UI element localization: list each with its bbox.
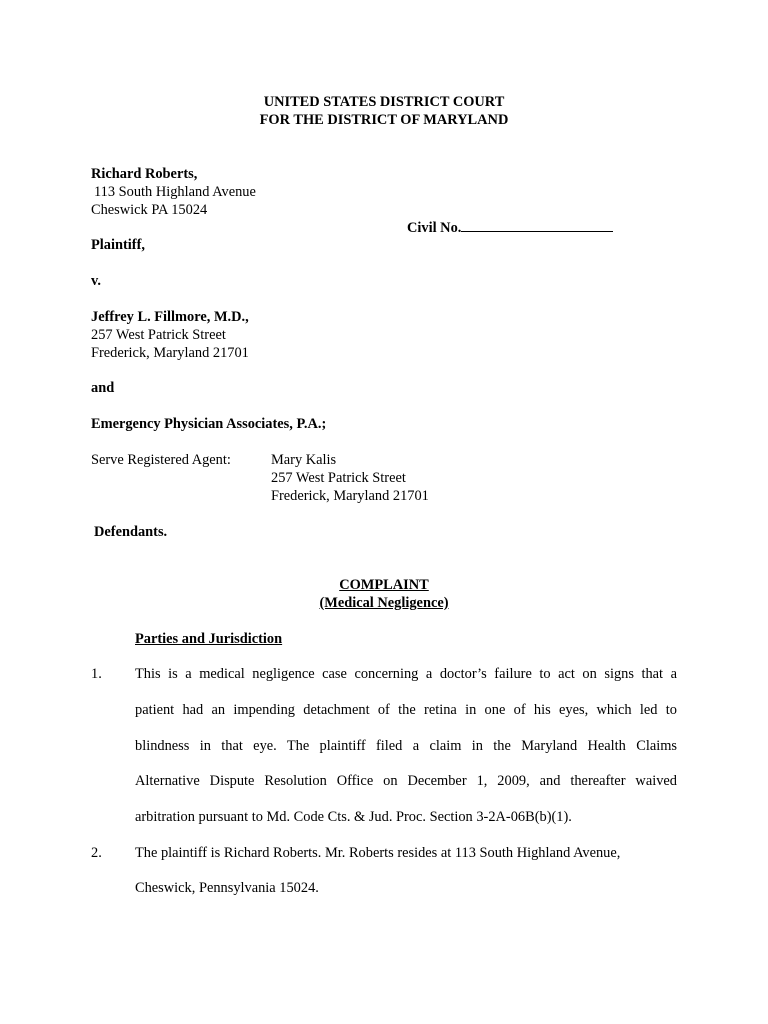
paragraph-number: 1.: [91, 666, 102, 682]
complaint-subtitle: (Medical Negligence): [319, 595, 449, 611]
paragraph-line: blindness in that eye. The plaintiff filed a claim in the Maryland Health Claims: [135, 738, 677, 754]
paragraph-line: arbitration pursuant to Md. Code Cts. & Jud. Proc. Section 3-2A-06B(b)(1).: [135, 809, 572, 825]
paragraph-line: The plaintiff is Richard Roberts. Mr. Roberts resides at 113 South Highland Avenue,: [135, 845, 621, 861]
complaint-title: COMPLAINT: [339, 577, 429, 593]
registered-agent-name: Mary Kalis: [271, 452, 337, 468]
defendants-role: Defendants.: [94, 524, 168, 540]
plaintiff-address-line1: 113 South Highland Avenue: [94, 184, 256, 200]
defendant2-name: Emergency Physician Associates, P.A.;: [91, 416, 327, 432]
paragraph-line: patient had an impending detachment of the retina in one of his eyes, which led to: [135, 702, 677, 718]
paragraph-line: This is a medical negligence case concerning a doctor’s failure to act on signs that a: [135, 666, 677, 682]
defendant1-address-line2: Frederick, Maryland 21701: [91, 345, 249, 361]
plaintiff-name: Richard Roberts,: [91, 166, 198, 182]
civil-number-blank: [461, 219, 613, 232]
paragraph-number: 2.: [91, 845, 102, 861]
paragraph-line: Cheswick, Pennsylvania 15024.: [135, 880, 319, 896]
court-name: UNITED STATES DISTRICT COURT: [263, 94, 505, 110]
plaintiff-address-line2: Cheswick PA 15024: [91, 202, 208, 218]
registered-agent-label: Serve Registered Agent:: [91, 452, 231, 468]
defendant1-address-line1: 257 West Patrick Street: [91, 327, 226, 343]
registered-agent-address-line1: 257 West Patrick Street: [271, 470, 406, 486]
plaintiff-role: Plaintiff,: [91, 237, 145, 253]
and-label: and: [91, 380, 115, 396]
versus-label: v.: [91, 273, 101, 289]
registered-agent-address-line2: Frederick, Maryland 21701: [271, 488, 429, 504]
civil-number-label: Civil No.: [407, 220, 462, 236]
section-heading: Parties and Jurisdiction: [135, 631, 283, 647]
civil-number-field: [407, 219, 613, 237]
defendant1-name: Jeffrey L. Fillmore, M.D.,: [91, 309, 249, 325]
court-district: FOR THE DISTRICT OF MARYLAND: [259, 112, 509, 128]
paragraph-line: Alternative Dispute Resolution Office on December 1, 2009, and thereafter waived: [135, 773, 677, 789]
